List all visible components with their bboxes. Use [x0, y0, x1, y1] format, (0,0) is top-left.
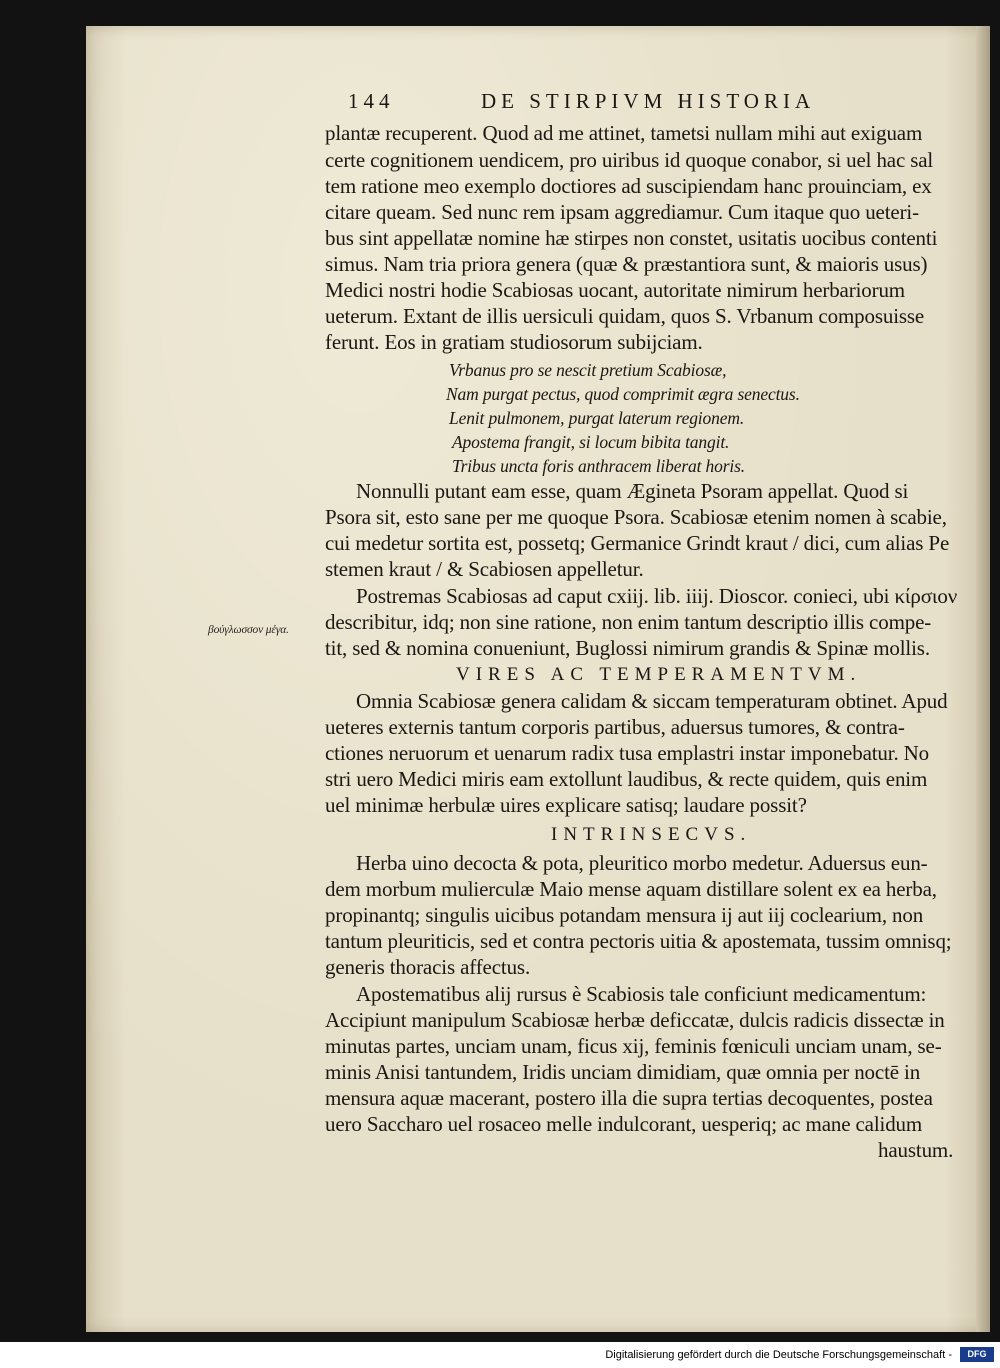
text-line: certe cognitionem uendicem, pro uiribus id quoque conabor, si uel hac sal	[325, 148, 934, 172]
text-line: describitur, idq; non sine ratione, non enim tantum descriptio illis compe-	[325, 610, 932, 634]
text-line: simus. Nam tria priora genera (quæ & præstantiora sunt, & maioris usus)	[325, 252, 928, 276]
text-line: minis Anisi tantundem, Iridis unciam dimidiam, quæ omnia per noctē in	[325, 1060, 921, 1084]
verse-line: Lenit pulmonem, purgat laterum regionem.	[449, 408, 745, 428]
text-line: ueterum. Extant de illis uersiculi quidam, quos S. Vrbanum composuisse	[325, 304, 925, 328]
text-line: Omnia Scabiosæ genera calidam & siccam temperaturam obtinet. Apud	[356, 689, 948, 713]
text-line: Medici nostri hodie Scabiosas uocant, autoritate nimirum herbariorum	[325, 278, 905, 302]
text-line: tantum pleuriticis, sed et contra pectoris uitia & apostemata, tussim omnisq;	[325, 929, 952, 953]
text-line: stemen kraut / & Scabiosen appelletur.	[325, 557, 644, 581]
text-line: tem ratione meo exemplo doctiores ad suscipiendam hanc prouinciam, ex	[325, 174, 932, 198]
footer-credit: Digitalisierung gefördert durch die Deutsche Forschungsgemeinschaft -	[605, 1349, 952, 1361]
text-line: Accipiunt manipulum Scabiosæ herbæ deficcatæ, dulcis radicis dissectæ in	[325, 1008, 945, 1032]
text-line: citare queam. Sed nunc rem ipsam aggrediamur. Cum itaque quo ueteri-	[325, 200, 919, 224]
text-line: cui medetur sortita est, possetq; Germanice Grindt kraut / dici, cum alias Pe	[325, 531, 950, 555]
text-line: propinantq; singulis uicibus potandam mensura ij aut iij coclearium, non	[325, 903, 924, 927]
verse-line: Vrbanus pro se nescit pretium Scabiosæ,	[449, 360, 727, 380]
digitization-footer	[0, 1342, 1000, 1368]
text-line: Psora sit, esto sane per me quoque Psora. Scabiosæ etenim nomen à scabie,	[325, 505, 947, 529]
text-line: Postremas Scabiosas ad caput cxiij. lib. iiij. Dioscor. conieci, ubi κίρσιον	[356, 584, 958, 608]
page-number: 144	[348, 89, 395, 113]
text-line: tit, sed & nomina conueniunt, Buglossi nimirum grandis & Spinæ mollis.	[325, 636, 930, 660]
text-line: bus sint appellatæ nomine hæ stirpes non constet, usitatis uocibus contenti	[325, 226, 938, 250]
section-heading: INTRINSECVS.	[551, 824, 752, 845]
text-line: uero Saccharo uel rosaceo melle indulcorant, uesperiq; ac mane calidum	[325, 1112, 923, 1136]
text-line: ferunt. Eos in gratiam studiosorum subijciam.	[325, 330, 703, 354]
text-line: uel minimæ herbulæ uires explicare satisq; laudare possit?	[325, 793, 807, 817]
text-line: Herba uino decocta & pota, pleuritico morbo medetur. Aduersus eun-	[356, 851, 928, 875]
verse-line: Apostema frangit, si locum bibita tangit.	[452, 432, 730, 452]
text-line: ctiones neruorum et uenarum radix tusa emplastri instar imponebatur. No	[325, 741, 930, 765]
section-heading: VIRES AC TEMPERAMENTVM.	[456, 664, 862, 685]
verse-line: Tribus uncta foris anthracem liberat horis.	[452, 456, 746, 476]
text-line: Nonnulli putant eam esse, quam Ægineta Psoram appellat. Quod si	[356, 479, 909, 503]
page-edge	[976, 26, 990, 1332]
text-line: haustum.	[878, 1138, 954, 1162]
running-title: DE STIRPIVM HISTORIA	[481, 89, 816, 113]
text-line: stri uero Medici miris eam extollunt laudibus, & recte quidem, quis enim	[325, 767, 928, 791]
text-line: ueteres externis tantum corporis partibus, aduersus tumores, & contra-	[325, 715, 905, 739]
text-line: mensura aquæ macerant, postero illa die supra tertias decoquentes, postea	[325, 1086, 933, 1110]
text-line: dem morbum mulierculæ Maio mense aquam distillare solent ex ea herba,	[325, 877, 937, 901]
verse-line: Nam purgat pectus, quod comprimit ægra senectus.	[446, 384, 800, 404]
text-line: generis thoracis affectus.	[325, 955, 531, 979]
text-line: minutas partes, unciam unam, ficus xij, feminis fœniculi unciam unam, se-	[325, 1034, 942, 1058]
dfg-logo: DFG	[960, 1347, 994, 1362]
text-line: plantæ recuperent. Quod ad me attinet, tametsi nullam mihi aut exiguam	[325, 121, 923, 145]
margin-note: βούγλωσσον μέγα.	[208, 624, 289, 636]
book-page	[86, 26, 990, 1332]
text-line: Apostematibus alij rursus è Scabiosis tale conficiunt medicamentum:	[356, 982, 927, 1006]
